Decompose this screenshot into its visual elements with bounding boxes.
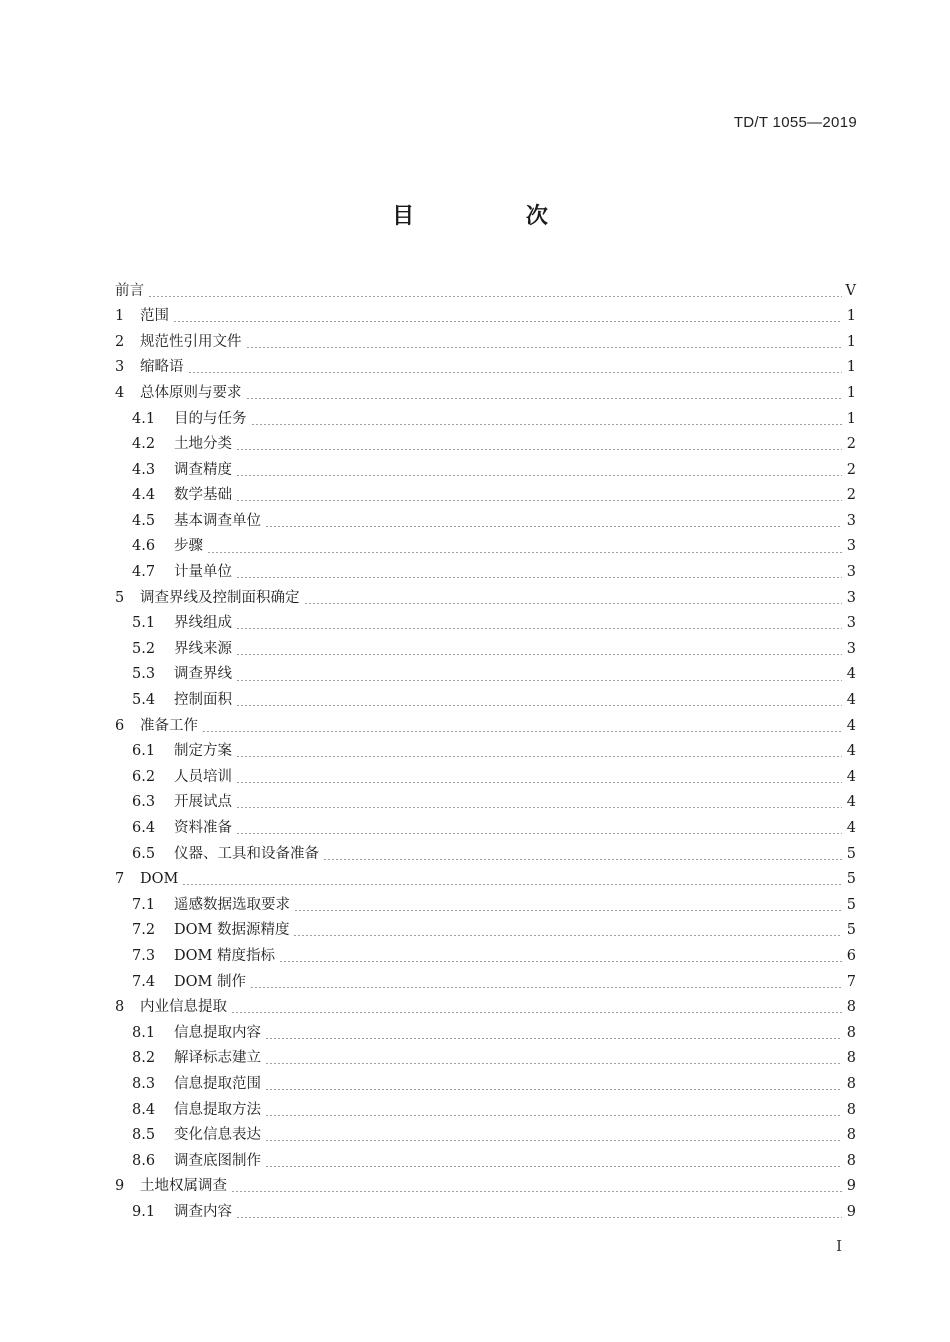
- toc-entry[interactable]: [115, 841, 856, 867]
- toc-entry-label: 信息提取范围: [174, 1075, 261, 1092]
- dot-leader: [265, 1115, 842, 1116]
- toc-entry-label: 调查内容: [174, 1203, 232, 1220]
- toc-entry-label: DOM 精度指标: [174, 947, 275, 964]
- dot-leader: [236, 833, 842, 834]
- toc-entry-number: 2: [115, 333, 125, 350]
- toc-entry-page: V: [845, 282, 856, 299]
- toc-entry[interactable]: [115, 815, 856, 841]
- toc-entry-page: 8: [846, 999, 856, 1016]
- toc-entry-label: 规范性引用文件: [140, 333, 242, 350]
- toc-entry-page: 9: [846, 1203, 856, 1220]
- toc-entry-number: 1: [115, 308, 125, 325]
- toc-entry-number: 6.3: [132, 794, 156, 811]
- toc-entry-page: 8: [846, 1024, 856, 1041]
- toc-entry-number: 4.2: [132, 436, 156, 453]
- toc-entry-page: 8: [846, 1101, 856, 1118]
- toc-entry[interactable]: [115, 483, 856, 509]
- toc-entry-number: 4.7: [132, 564, 156, 581]
- toc-entry-number: 7.4: [132, 973, 156, 990]
- toc-entry[interactable]: [115, 380, 856, 406]
- toc-entry-label: 人员培训: [174, 768, 232, 785]
- toc-entry-number: 4.1: [132, 410, 156, 427]
- toc-entry-label: 仪器、工具和设备准备: [174, 845, 319, 862]
- toc-entry-page: 8: [846, 1050, 856, 1067]
- dot-leader: [265, 526, 842, 527]
- toc-entry-label: 土地分类: [174, 436, 232, 453]
- toc-entry[interactable]: [115, 1046, 856, 1072]
- dot-leader: [182, 884, 842, 885]
- dot-leader: [323, 859, 842, 860]
- toc-entry-page: 3: [846, 589, 856, 606]
- toc-entry-page: 1: [846, 333, 856, 350]
- dot-leader: [202, 731, 842, 732]
- toc-entry-page: 3: [846, 564, 856, 581]
- toc-entry-label: 步骤: [174, 538, 203, 555]
- toc-entry[interactable]: [115, 534, 856, 560]
- toc-entry-number: 6.5: [132, 845, 156, 862]
- toc-entry-number: 5.1: [132, 615, 156, 632]
- toc-entry-number: 7.1: [132, 896, 156, 913]
- toc-entry[interactable]: [115, 457, 856, 483]
- toc-entry-label: 开展试点: [174, 794, 232, 811]
- toc-entry-number: 7: [115, 871, 125, 888]
- toc-entry[interactable]: [115, 1123, 856, 1149]
- toc-entry[interactable]: [115, 585, 856, 611]
- toc-entry-number: 8.3: [132, 1075, 156, 1092]
- toc-entry-label: DOM 制作: [174, 973, 246, 990]
- toc-entry-page: 4: [846, 820, 856, 837]
- toc-entry-page: 4: [846, 794, 856, 811]
- toc-entry-page: 5: [846, 871, 856, 888]
- toc-entry[interactable]: [115, 995, 856, 1021]
- dot-leader: [236, 705, 842, 706]
- toc-entry-label: 资料准备: [174, 820, 232, 837]
- page-title: 目 次: [392, 204, 600, 229]
- toc-entry-number: 4.3: [132, 461, 156, 478]
- toc-entry-number: 8: [115, 999, 125, 1016]
- toc-entry-page: 4: [846, 692, 856, 709]
- toc-entry-number: 5.3: [132, 666, 156, 683]
- toc-entry[interactable]: [115, 918, 856, 944]
- toc-entry-label: 准备工作: [140, 717, 198, 734]
- toc-entry[interactable]: [115, 892, 856, 918]
- toc-entry-label: 调查精度: [174, 461, 232, 478]
- toc-entry-number: 7.3: [132, 947, 156, 964]
- toc-entry[interactable]: [115, 329, 856, 355]
- toc-entry-page: 1: [846, 359, 856, 376]
- dot-leader: [251, 424, 843, 425]
- toc-entry-number: 5: [115, 589, 125, 606]
- dot-leader: [236, 475, 842, 476]
- toc-entry[interactable]: [115, 662, 856, 688]
- toc-entry-number: 8.5: [132, 1127, 156, 1144]
- dot-leader: [236, 807, 842, 808]
- dot-leader: [236, 1217, 842, 1218]
- toc-entry-label: 信息提取方法: [174, 1101, 261, 1118]
- toc-entry-page: 8: [846, 1127, 856, 1144]
- toc-entry-page: 3: [846, 512, 856, 529]
- toc-entry[interactable]: [115, 1148, 856, 1174]
- toc-entry-page: 3: [846, 615, 856, 632]
- toc-entry[interactable]: [115, 1174, 856, 1200]
- toc-entry-label: 调查界线: [174, 666, 232, 683]
- toc-entry-label: 总体原则与要求: [140, 384, 242, 401]
- toc-entry[interactable]: [115, 867, 856, 893]
- toc-entry-label: DOM 数据源精度: [174, 922, 290, 939]
- dot-leader: [231, 1191, 842, 1192]
- toc-entry-number: 9: [115, 1178, 125, 1195]
- dot-leader: [265, 1140, 842, 1141]
- toc-entry-page: 1: [846, 410, 856, 427]
- toc-entry-label: 目的与任务: [174, 410, 247, 427]
- toc-entry-label: 范围: [140, 308, 169, 325]
- toc-entry-number: 8.1: [132, 1024, 156, 1041]
- toc-entry-label: DOM: [140, 871, 179, 888]
- toc-entry[interactable]: [115, 636, 856, 662]
- toc-entry-label: 变化信息表达: [174, 1127, 261, 1144]
- toc-entry-page: 6: [846, 947, 856, 964]
- toc-entry-label: 界线组成: [174, 615, 232, 632]
- dot-leader: [246, 398, 843, 399]
- dot-leader: [265, 1166, 842, 1167]
- table-of-contents: [115, 278, 856, 1225]
- toc-entry-page: 2: [846, 436, 856, 453]
- dot-leader: [265, 1038, 842, 1039]
- toc-entry-number: 4.5: [132, 512, 156, 529]
- toc-entry-label: 解译标志建立: [174, 1050, 261, 1067]
- toc-entry-number: 6.4: [132, 820, 156, 837]
- dot-leader: [188, 372, 843, 373]
- toc-entry-label: 基本调查单位: [174, 512, 261, 529]
- toc-entry-page: 7: [846, 973, 856, 990]
- toc-entry-number: 8.2: [132, 1050, 156, 1067]
- toc-entry-page: 3: [846, 640, 856, 657]
- toc-entry[interactable]: [115, 355, 856, 381]
- toc-entry-page: 8: [846, 1152, 856, 1169]
- dot-leader: [279, 961, 842, 962]
- toc-entry-page: 4: [846, 768, 856, 785]
- toc-entry[interactable]: [115, 764, 856, 790]
- toc-entry[interactable]: [115, 943, 856, 969]
- toc-entry-page: 1: [846, 384, 856, 401]
- dot-leader: [236, 449, 842, 450]
- dot-leader: [236, 500, 842, 501]
- toc-entry-page: 2: [846, 461, 856, 478]
- toc-entry[interactable]: [115, 1020, 856, 1046]
- toc-entry-page: 8: [846, 1075, 856, 1092]
- dot-leader: [236, 577, 842, 578]
- toc-entry[interactable]: [115, 688, 856, 714]
- toc-entry-number: 5.2: [132, 640, 156, 657]
- dot-leader: [246, 347, 843, 348]
- toc-entry-page: 5: [846, 922, 856, 939]
- standard-code: TD/T 1055—2019: [733, 114, 857, 131]
- toc-entry[interactable]: [115, 713, 856, 739]
- toc-entry-number: 8.6: [132, 1152, 156, 1169]
- page-number: I: [836, 1237, 842, 1255]
- toc-entry[interactable]: [115, 1097, 856, 1123]
- toc-entry-label: 信息提取内容: [174, 1024, 261, 1041]
- toc-entry[interactable]: [115, 278, 856, 304]
- toc-entry-number: 6.2: [132, 768, 156, 785]
- toc-entry-number: 8.4: [132, 1101, 156, 1118]
- toc-entry[interactable]: [115, 790, 856, 816]
- toc-entry[interactable]: [115, 969, 856, 995]
- dot-leader: [265, 1089, 842, 1090]
- toc-entry[interactable]: [115, 508, 856, 534]
- toc-entry-number: 4.6: [132, 538, 156, 555]
- dot-leader: [148, 296, 842, 297]
- toc-entry-label: 缩略语: [140, 359, 184, 376]
- toc-entry[interactable]: [115, 406, 856, 432]
- toc-entry-label: 内业信息提取: [140, 999, 227, 1016]
- dot-leader: [236, 756, 842, 757]
- dot-leader: [293, 935, 842, 936]
- toc-entry[interactable]: [115, 611, 856, 637]
- toc-entry[interactable]: [115, 304, 856, 330]
- toc-entry[interactable]: [115, 739, 856, 765]
- toc-entry-page: 4: [846, 666, 856, 683]
- toc-entry-label: 前言: [115, 282, 144, 299]
- dot-leader: [207, 552, 842, 553]
- toc-entry-page: 5: [846, 845, 856, 862]
- toc-entry-page: 9: [846, 1178, 856, 1195]
- toc-entry-label: 控制面积: [174, 692, 232, 709]
- toc-entry-page: 1: [846, 308, 856, 325]
- toc-entry-page: 3: [846, 538, 856, 555]
- toc-entry-label: 调查界线及控制面积确定: [140, 589, 300, 606]
- toc-entry-number: 3: [115, 359, 125, 376]
- dot-leader: [304, 603, 843, 604]
- toc-entry[interactable]: [115, 1071, 856, 1097]
- toc-entry-label: 界线来源: [174, 640, 232, 657]
- dot-leader: [250, 987, 842, 988]
- toc-entry-page: 4: [846, 743, 856, 760]
- dot-leader: [265, 1063, 842, 1064]
- toc-entry-number: 5.4: [132, 692, 156, 709]
- toc-entry-page: 2: [846, 487, 856, 504]
- toc-entry-number: 6: [115, 717, 125, 734]
- toc-entry-number: 7.2: [132, 922, 156, 939]
- toc-entry-page: 4: [846, 717, 856, 734]
- toc-entry[interactable]: [115, 432, 856, 458]
- dot-leader: [173, 321, 842, 322]
- toc-entry-label: 调查底图制作: [174, 1152, 261, 1169]
- toc-entry-number: 9.1: [132, 1203, 156, 1220]
- toc-entry-number: 6.1: [132, 743, 156, 760]
- dot-leader: [231, 1012, 842, 1013]
- dot-leader: [236, 782, 842, 783]
- toc-entry-label: 计量单位: [174, 564, 232, 581]
- toc-entry[interactable]: [115, 1199, 856, 1225]
- dot-leader: [236, 680, 842, 681]
- dot-leader: [294, 910, 842, 911]
- toc-entry-label: 制定方案: [174, 743, 232, 760]
- toc-entry-label: 遥感数据选取要求: [174, 896, 290, 913]
- toc-entry-label: 数学基础: [174, 487, 232, 504]
- toc-entry[interactable]: [115, 560, 856, 586]
- toc-entry-page: 5: [846, 896, 856, 913]
- dot-leader: [236, 654, 842, 655]
- toc-entry-number: 4.4: [132, 487, 156, 504]
- dot-leader: [236, 628, 842, 629]
- toc-entry-number: 4: [115, 384, 125, 401]
- toc-entry-label: 土地权属调查: [140, 1178, 227, 1195]
